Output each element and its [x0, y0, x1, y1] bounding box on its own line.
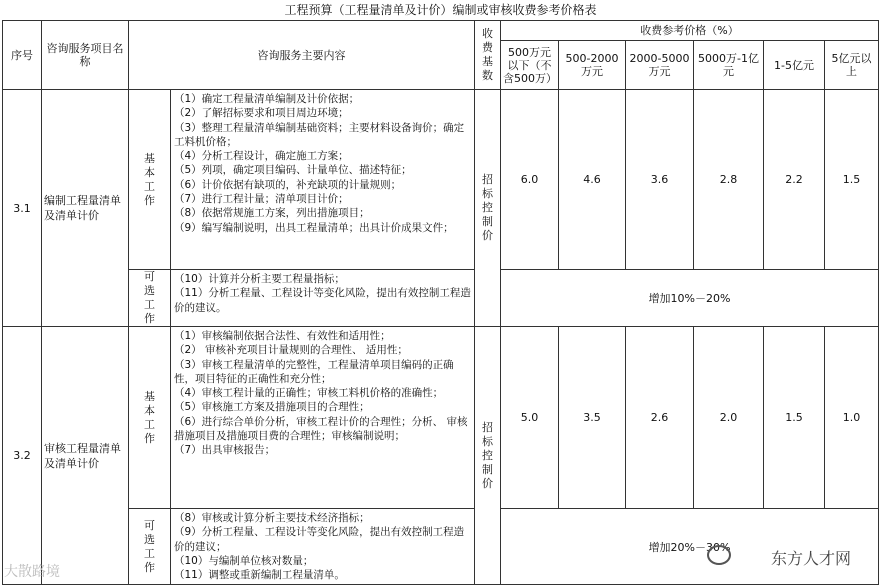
- header-tier-5: 1-5亿元: [764, 41, 825, 90]
- optional-work-label: 可选工作: [129, 509, 171, 585]
- header-item: 咨询服务项目名称: [42, 21, 129, 90]
- rate-tier-2: 3.5: [559, 327, 626, 509]
- wechat-icon: [707, 545, 731, 565]
- row-name: 编制工程量清单及清单计价: [42, 90, 129, 327]
- rate-tier-3: 2.6: [626, 327, 694, 509]
- fee-basis: 招标控制价: [475, 90, 501, 327]
- rate-tier-4: 2.8: [694, 90, 764, 270]
- rate-tier-3: 3.6: [626, 90, 694, 270]
- header-content: 咨询服务主要内容: [129, 21, 475, 90]
- rate-tier-5: 1.5: [764, 327, 825, 509]
- basic-work-label: 基本工作: [129, 327, 171, 509]
- rate-tier-6: 1.0: [825, 327, 879, 509]
- header-tier-4: 5000万-1亿元: [694, 41, 764, 90]
- rate-tier-1: 6.0: [501, 90, 559, 270]
- rate-tier-1: 5.0: [501, 327, 559, 509]
- fee-table: [2, 20, 879, 585]
- header-basis: 收费基数: [475, 21, 501, 90]
- optional-rate: 增加10%－20%: [501, 270, 879, 327]
- optional-work-content: （10）计算并分析主要工程量指标； （11）分析工程量、工程设计等变化风险，提出有效控制工程造价的建议。: [171, 270, 475, 327]
- header-tier-6: 5亿元以上: [825, 41, 879, 90]
- optional-work-label: 可选工作: [129, 270, 171, 327]
- basic-work-label: 基本工作: [129, 90, 171, 270]
- watermark-right: 东方人才网: [770, 549, 851, 568]
- rate-tier-4: 2.0: [694, 327, 764, 509]
- row-seq: 3.1: [3, 90, 42, 327]
- fee-basis: 招标控制价: [475, 327, 501, 585]
- header-seq: 序号: [3, 21, 42, 90]
- table-title: 工程预算（工程量清单及计价）编制或审核收费参考价格表: [284, 3, 597, 17]
- rate-tier-2: 4.6: [559, 90, 626, 270]
- header-tier-3: 2000-5000万元: [626, 41, 694, 90]
- header-tier-2: 500-2000万元: [559, 41, 626, 90]
- rate-tier-6: 1.5: [825, 90, 879, 270]
- rate-tier-5: 2.2: [764, 90, 825, 270]
- optional-rate: 增加20%－30%: [501, 509, 879, 585]
- basic-work-content: （1）审核编制依据合法性、有效性和适用性； （2） 审核补充项目计量规则的合理性、 适用性； （3）审核工程量清单的完整性，工程量清单项目编码的正确性，项目特征的正确性和充分性； （4）审核工程计量的正确性；审核工料机价格的准确性； （5）审核施工方案及措施项目的合理性； （6）进行综合单价分析，审核工程计价的合理性；分析、 审核措施项目及措施项目费的合理性；审核编制说明； （7）出具审核报告；: [171, 327, 475, 509]
- header-tier-1: 500万元以下（不含500万）: [501, 41, 559, 90]
- row-name: 审核工程量清单及清单计价: [42, 327, 129, 585]
- basic-work-content: （1）确定工程量清单编制及计价依据； （2）了解招标要求和项目周边环境； （3）整理工程量清单编制基础资料；主要材料设备询价；确定工料机价格； （4）分析工程设计，确定施工方案； （5）列项，确定项目编码、计量单位、描述特征； （6）计价依据有缺项的，补充缺项的计量规则； （7）进行工程计量；清单项目计价； （8）依据常规施工方案，列出措施项目； （9）编写编制说明，出具工程量清单；出具计价成果文件；: [171, 90, 475, 270]
- row-seq: 3.2: [3, 327, 42, 585]
- watermark-left: 大散路境: [4, 564, 60, 580]
- header-rates-group: 收费参考价格（%）: [501, 21, 879, 41]
- optional-work-content: （8）审核或计算分析主要技术经济指标； （9）分析工程量、工程设计等变化风险，提出有效控制工程造价的建议； （10）与编制单位核对数量； （11）调整或重新编制工程量清单。: [171, 509, 475, 585]
